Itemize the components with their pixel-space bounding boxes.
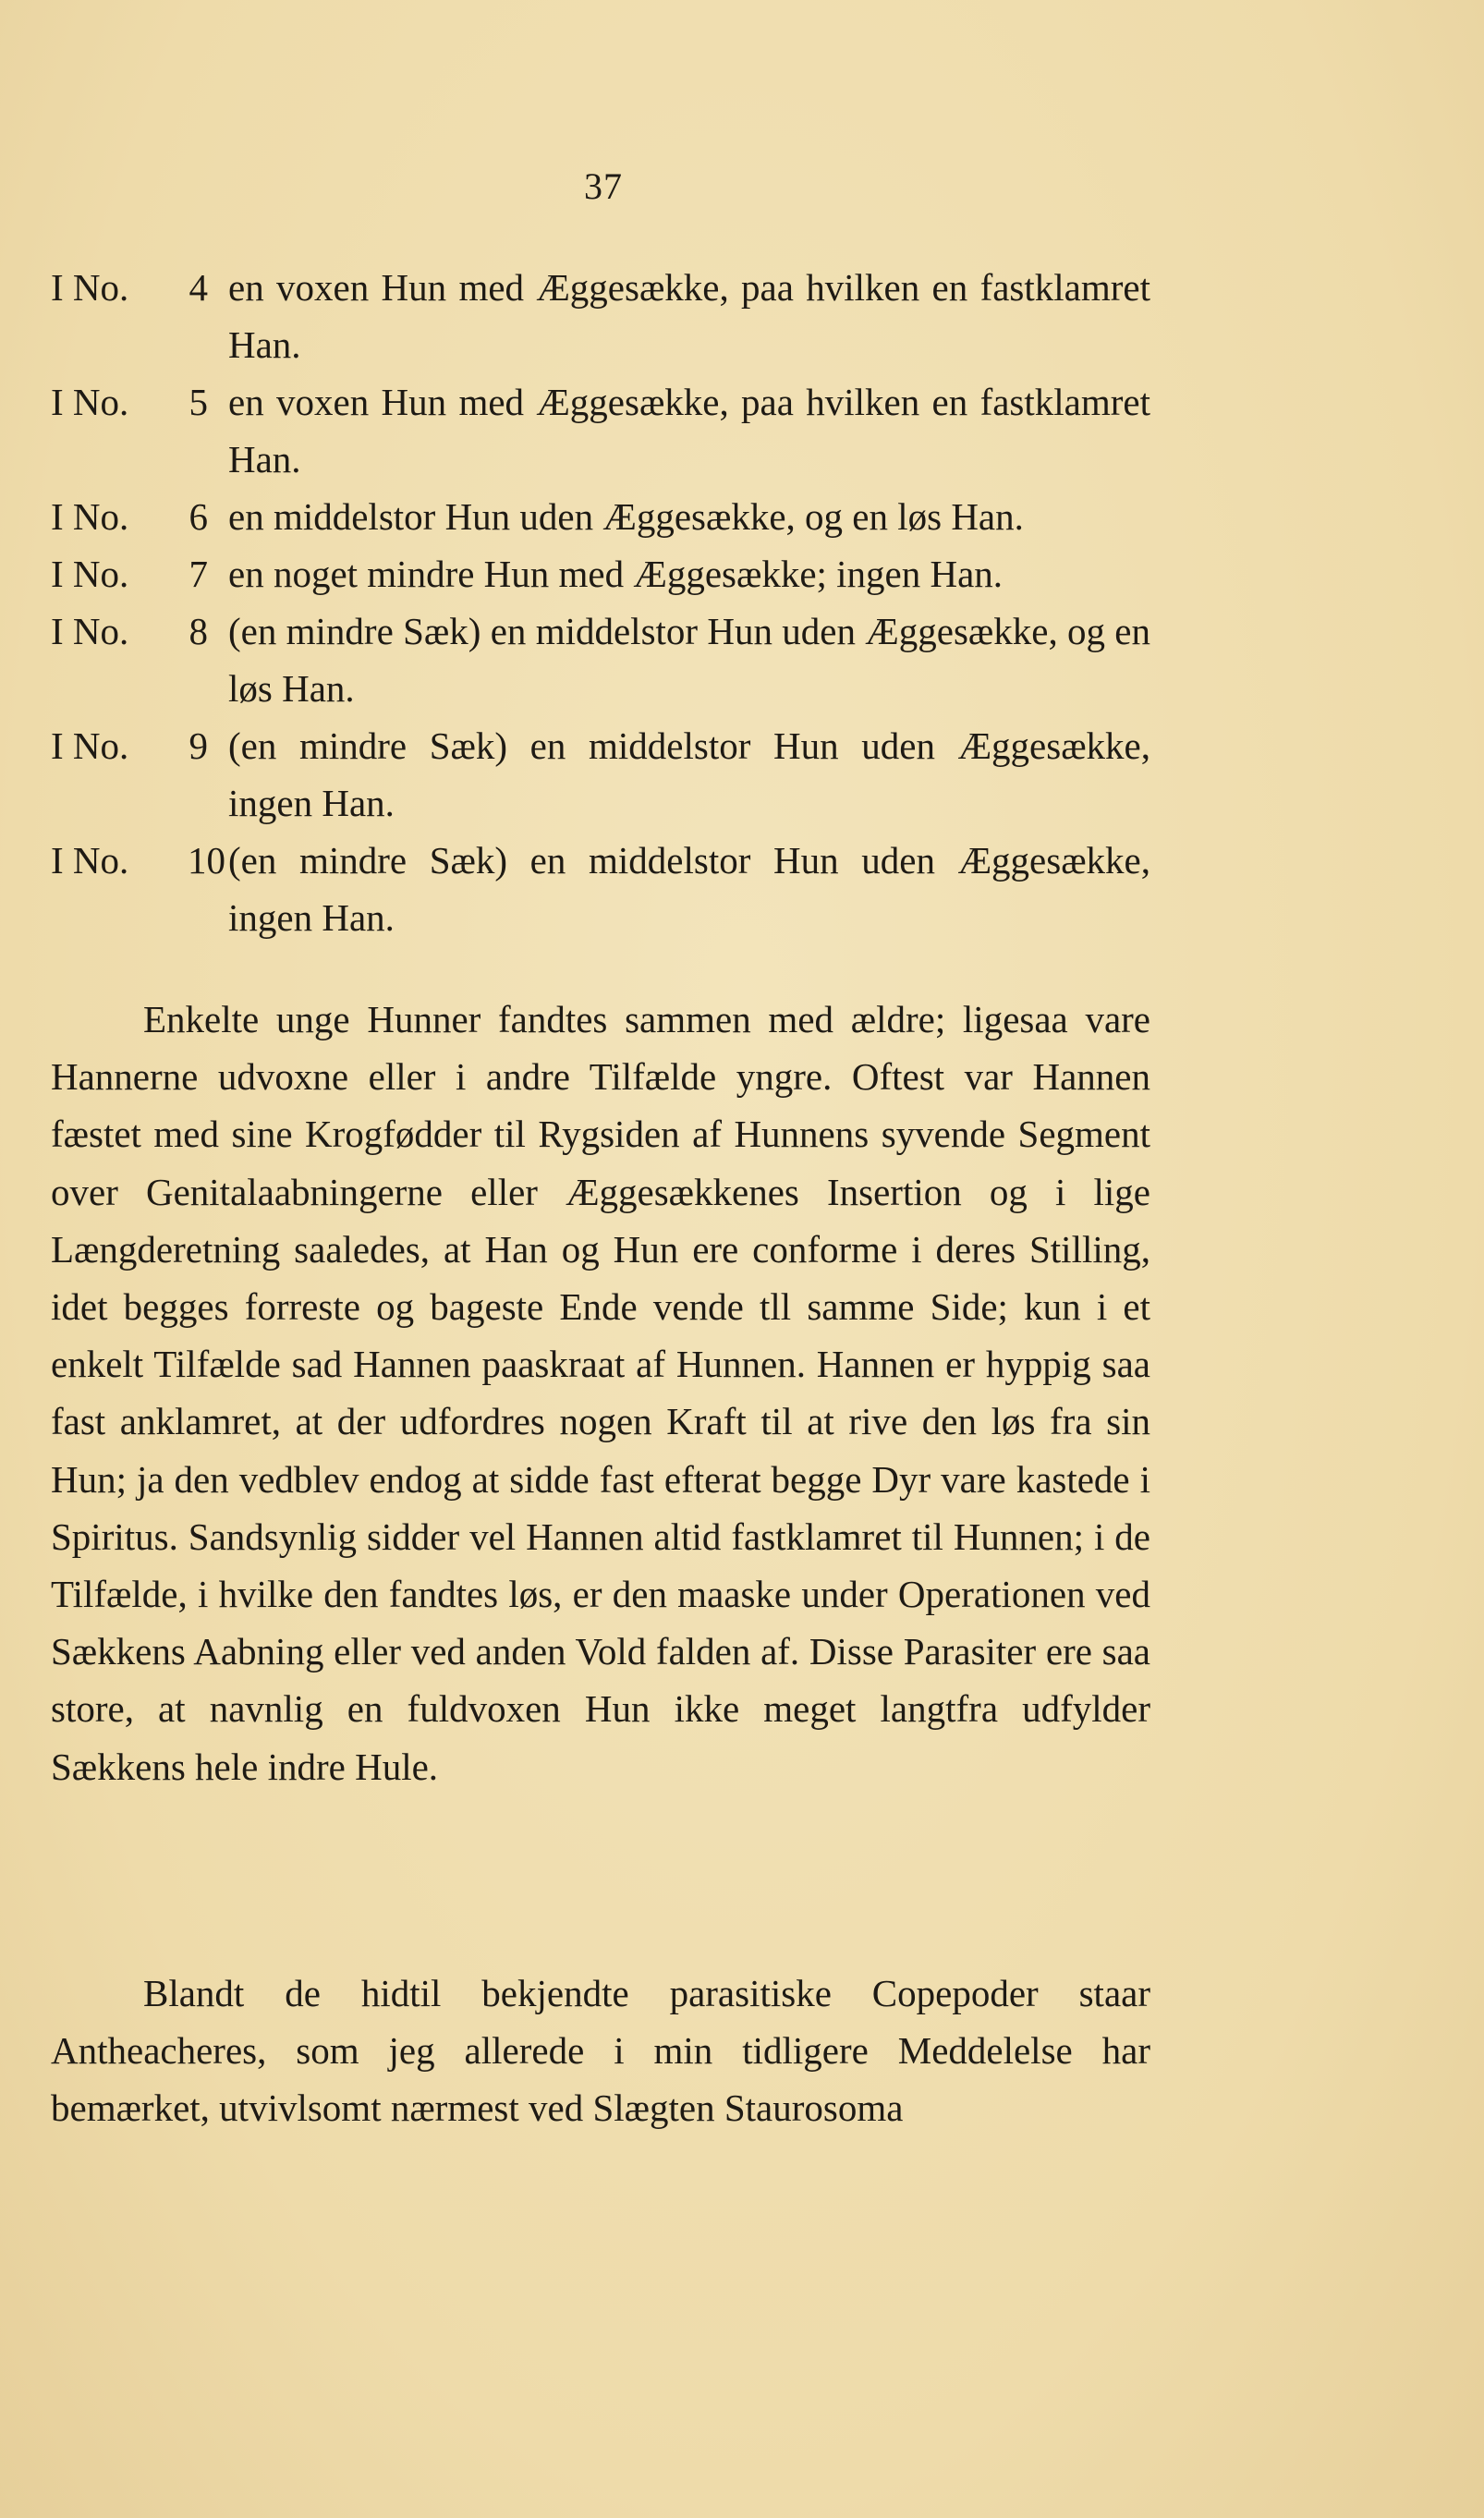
specimen-entry xyxy=(51,373,1150,488)
entry-text: en voxen Hun med Æggesække, paa hvilken en fastklamret Han. xyxy=(228,266,1150,366)
entry-label: I No. xyxy=(51,839,129,882)
entry-index: 9 xyxy=(189,724,208,767)
entry-label: I No. xyxy=(51,381,129,423)
entry-index: 8 xyxy=(189,610,208,652)
specimen-entry xyxy=(51,717,1150,832)
entry-index: 6 xyxy=(189,495,208,538)
specimen-entry xyxy=(51,832,1150,946)
entry-number xyxy=(51,259,208,316)
entry-number xyxy=(51,717,208,774)
entry-text: en voxen Hun med Æggesække, paa hvilken en fastklamret Han. xyxy=(228,381,1150,480)
entry-number xyxy=(51,832,225,889)
entry-text: (en mindre Sæk) en middelstor Hun uden Æggesække, ingen Han. xyxy=(228,839,1150,939)
specimen-list xyxy=(51,259,1150,946)
entry-label: I No. xyxy=(51,724,129,767)
body-paragraph: Enkelte unge Hunner fandtes sammen med ældre; ligesaa vare Hannerne udvoxne eller i andre Tilfælde yngre. Oftest var Hannen fæstet med sine Krogfødder til Rygsiden af Hunnens syvende Segment over Genitalaabningerne eller Æggesækkenes Insertion og i lige Længderetning saaledes, at Han og Hun ere conforme i deres Stilling, idet begges forreste og bageste Ende vende tll samme Side; kun i et enkelt Tilfælde sad Hannen paaskraat af Hunnen. Hannen er hyppig saa fast anklamret, at der udfordres nogen Kraft til at rive den løs fra sin Hun; ja den vedblev endog at sidde fast efterat begge Dyr vare kastede i Spiritus. Sandsynlig sidder vel Hannen altid fastklamret til Hunnen; i de Tilfælde, i hvilke den fandtes løs, er den maaske under Operationen ved Sækkens Aabning eller ved anden Vold falden af. Disse Parasiter ere saa store, at navnlig en fuldvoxen Hun ikke meget langtfra udfylder Sækkens hele indre Hule. xyxy=(51,998,1150,1788)
specimen-entry xyxy=(51,488,1150,545)
entry-number xyxy=(51,373,208,431)
entry-text: en noget mindre Hun med Æggesække; ingen Han. xyxy=(228,553,1004,595)
specimen-entry xyxy=(51,545,1150,602)
entry-index: 7 xyxy=(189,553,208,595)
page-number: 37 xyxy=(584,165,623,207)
entry-label: I No. xyxy=(51,266,129,309)
entry-text: (en mindre Sæk) en middelstor Hun uden Æggesække, og en løs Han. xyxy=(228,610,1150,710)
entry-index: 5 xyxy=(189,381,208,423)
entry-index: 10 xyxy=(188,839,225,882)
entry-text: (en mindre Sæk) en middelstor Hun uden Æggesække, ingen Han. xyxy=(228,724,1150,824)
entry-number xyxy=(51,545,208,602)
entry-text: en middelstor Hun uden Æggesække, og en løs Han. xyxy=(228,495,1024,538)
entry-index: 4 xyxy=(189,266,208,309)
entry-label: I No. xyxy=(51,610,129,652)
entry-number xyxy=(51,488,208,545)
specimen-entry xyxy=(51,259,1150,373)
body-paragraph: Blandt de hidtil bekjendte parasitiske Copepoder staar Antheacheres, som jeg allerede i min tidligere Meddelelse har bemærket, utvivlsomt nærmest ved Slægten Staurosoma xyxy=(51,1972,1150,2130)
entry-number xyxy=(51,602,208,660)
specimen-entry xyxy=(51,602,1150,717)
entry-label: I No. xyxy=(51,553,129,595)
entry-label: I No. xyxy=(51,495,129,538)
